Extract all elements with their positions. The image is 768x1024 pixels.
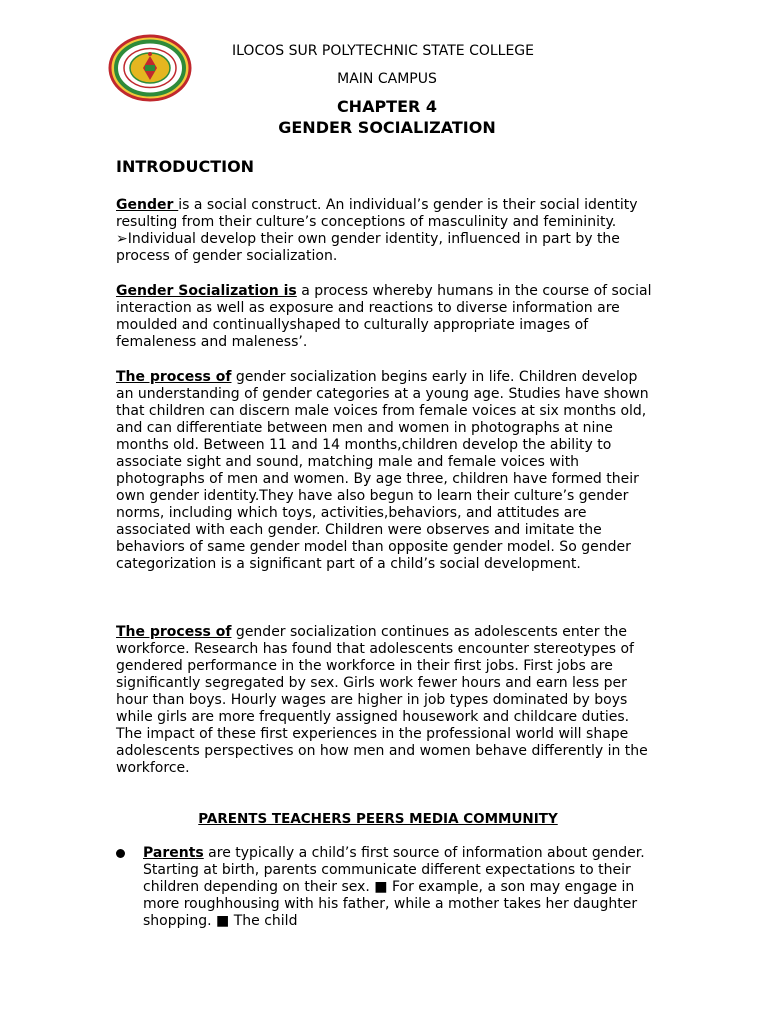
paragraph-text: gender socialization continues as adolescents enter the workforce. Research has found that adolescents encounter stereotypes of gendered performance in the workforce in their first jobs. First jobs are significantly segregated by sex. Girls work fewer hours and earn less per hour than boys. Hourly wages are higher in job types dominated by boys while girls are more frequently assigned housework and childcare duties. The impact of these first experiences in the professional world will shape adolescents perspectives on how men and women behave differently in the workforce. (116, 624, 648, 776)
bullet-icon (116, 849, 125, 858)
chapter-number: CHAPTER 4 (336, 97, 438, 116)
paragraph-text: is a social construct. An individual’s gender is their social identity resulting from their culture’s conceptions of masculinity and femininity. ➢Individual develop their own gender identity, influenced in part by the process of gender socialization. (116, 197, 638, 264)
bullet-item-parents (143, 845, 663, 930)
campus-name: MAIN CAMPUS (337, 71, 437, 87)
paragraph-text: gender socialization begins early in life. Children develop an understanding of gender categories at a young age. Studies have shown that children can discern male voices from female voices at six months old, and can differentiate between men and women in photographs at nine months old. Between 11 and 14 months,children develop the ability to associate sight and sound, matching male and female voices with photographs of men and women. By age three, children have formed their own gender identity.They have also begun to learn their culture’s gender norms, including which toys, activities,behaviors, and attitudes are associated with each gender. Children were observes and imitate the behaviors of same gender model than opposite gender model. So gender categorization is a significant part of a child’s social development. (116, 369, 649, 572)
paragraph-gender-socialization (116, 283, 656, 351)
paragraph-text: a process whereby humans in the course of social interaction as well as exposure and reactions to diverse information are moulded and continuallyshaped to culturally appropriate images of femaleness and maleness’. (116, 283, 652, 350)
chapter-title: GENDER SOCIALIZATION (278, 118, 496, 137)
paragraph-process-early-life (116, 369, 656, 573)
paragraph-lead: Gender Socialization is (116, 283, 297, 299)
bullet-lead: Parents (143, 845, 204, 861)
bullet-text: are typically a child’s first source of information about gender. Starting at birth, parents communicate different expectations to their children depending on their sex. ■ For example, a son may engage in more roughhousing with his father, while a mother takes her daughter shopping. ■ The child (143, 845, 645, 929)
paragraph-gender (116, 197, 656, 265)
paragraph-process-workforce (116, 624, 656, 777)
paragraph-lead: The process of (116, 369, 232, 385)
section-heading-introduction: INTRODUCTION (116, 157, 255, 176)
paragraph-lead: The process of (116, 624, 232, 640)
paragraph-lead: Gender (116, 197, 179, 213)
college-name: ILOCOS SUR POLYTECHNIC STATE COLLEGE (232, 43, 534, 59)
agents-of-socialization-heading: PARENTS TEACHERS PEERS MEDIA COMMUNITY (198, 811, 558, 827)
